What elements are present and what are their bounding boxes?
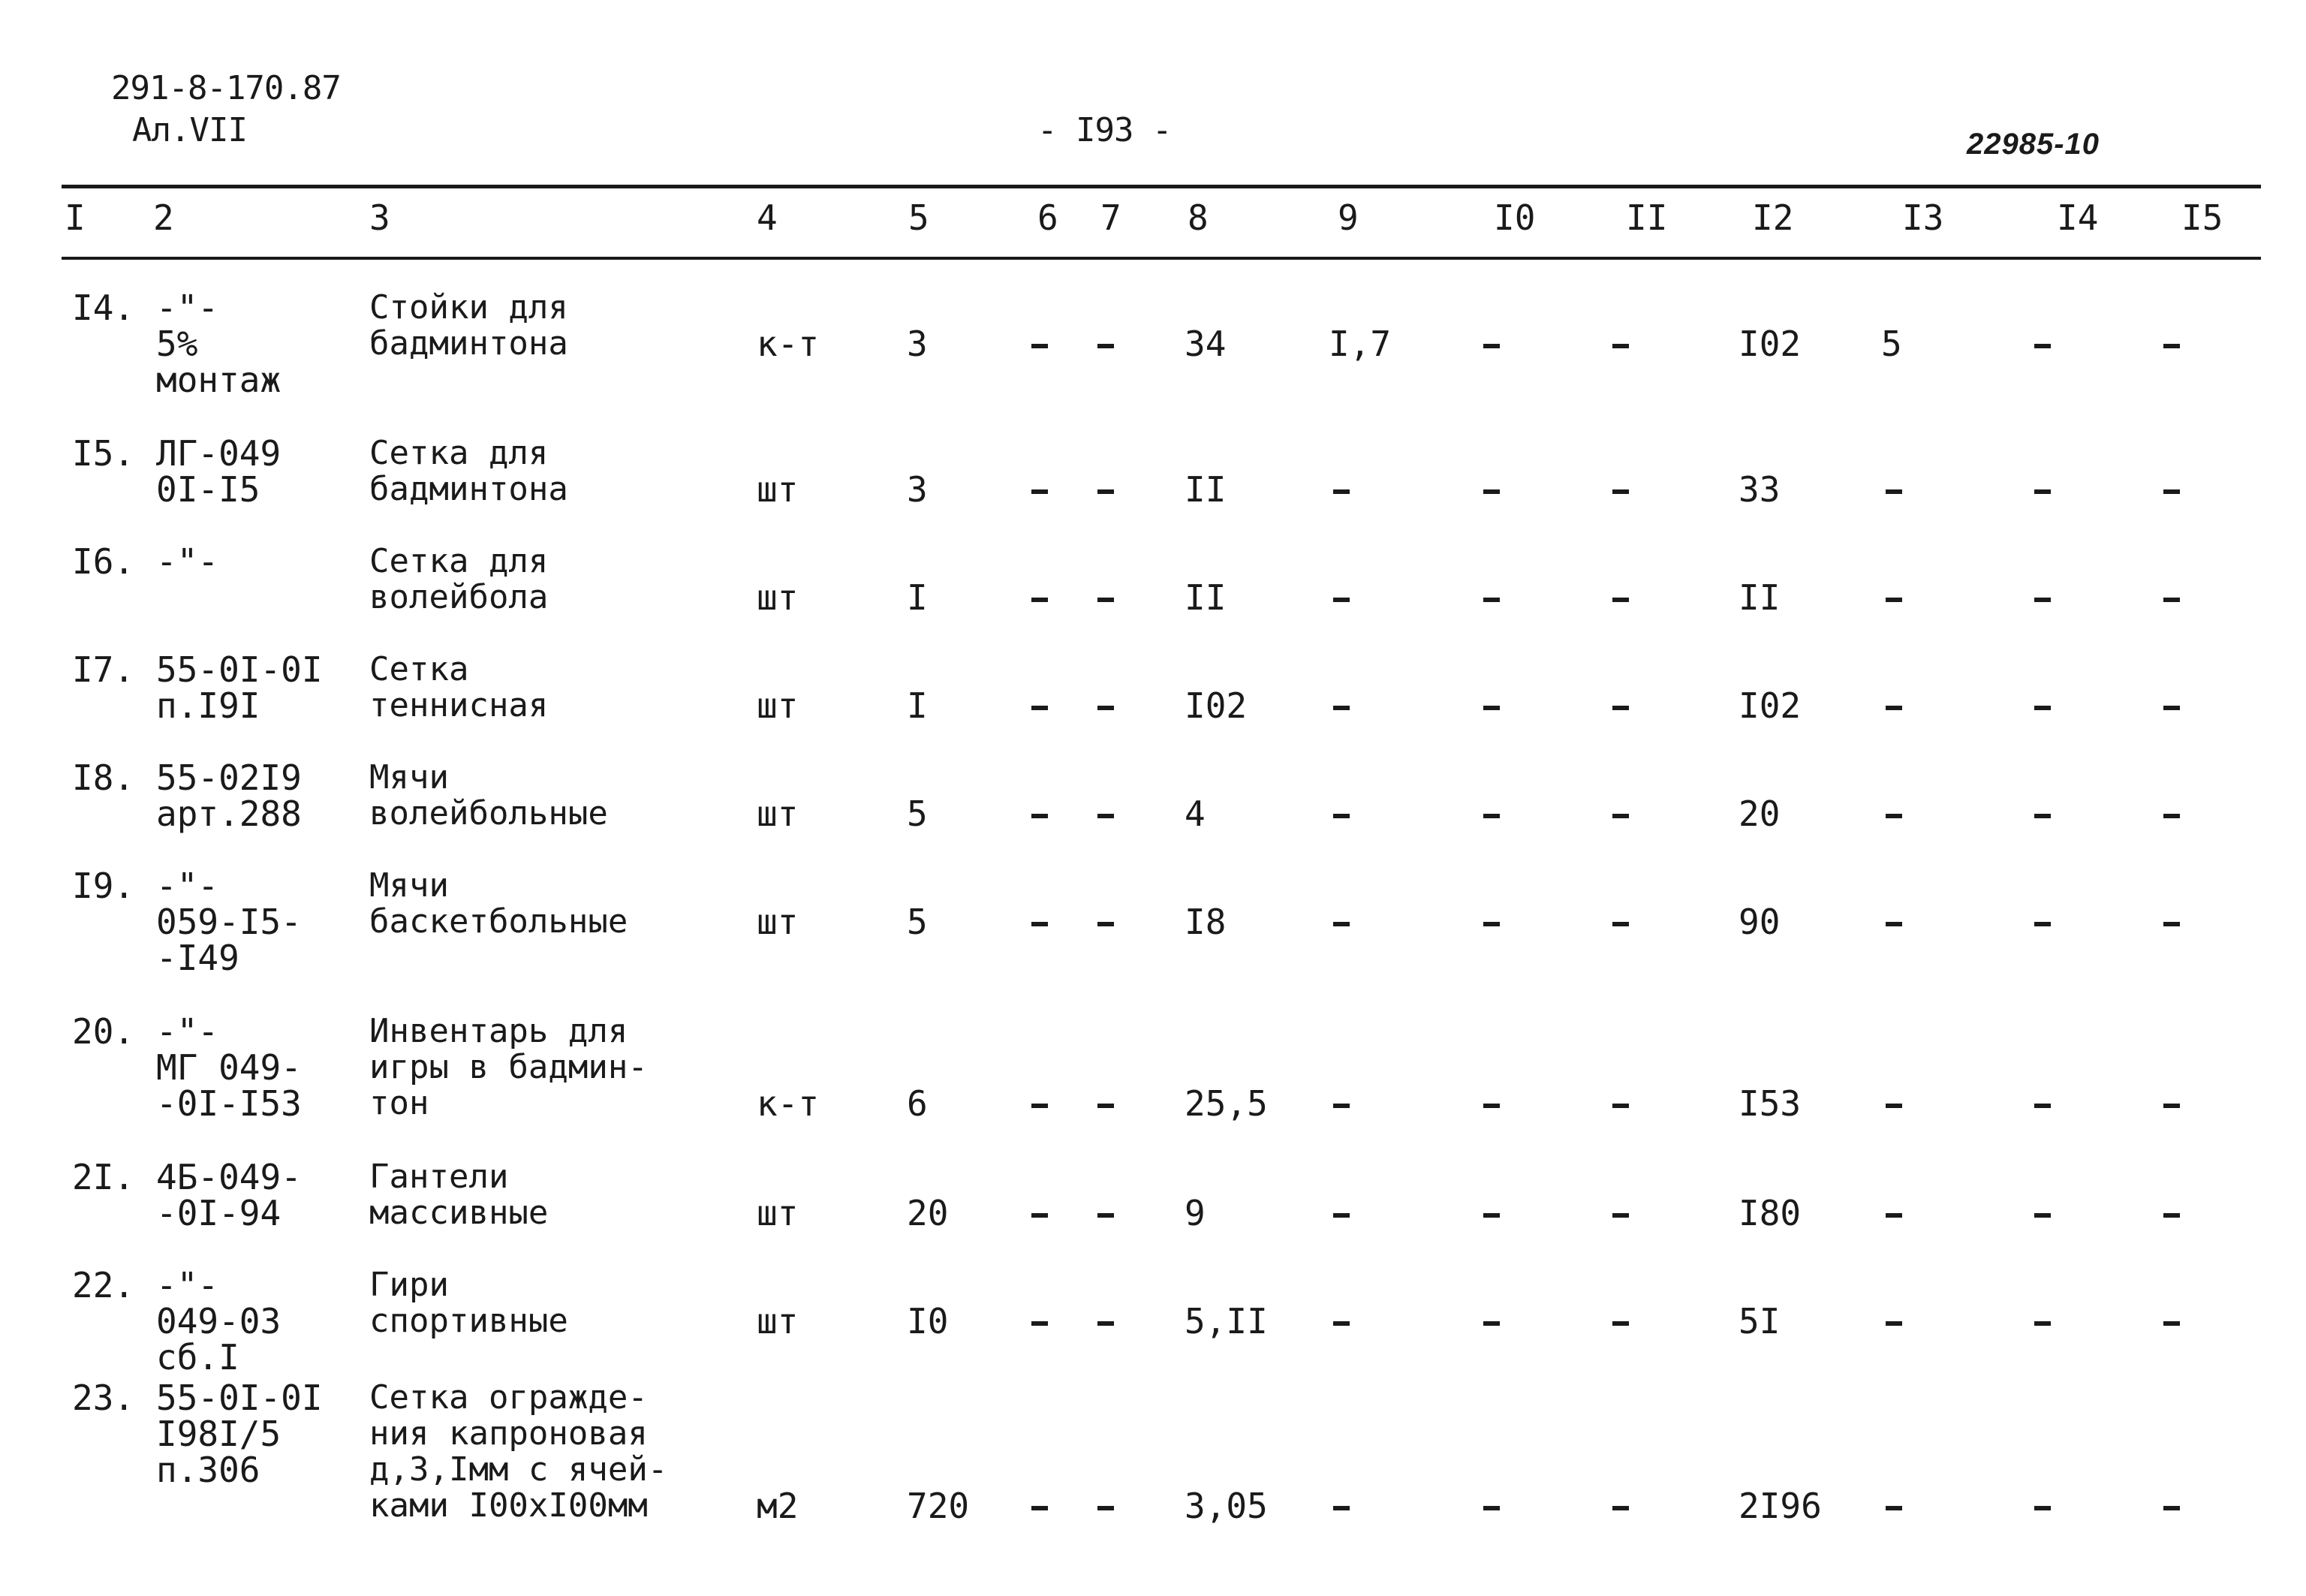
col11-cell (1612, 1488, 1633, 1524)
col8-cell: 34 (1185, 324, 1227, 364)
col11-cell (1612, 688, 1633, 724)
dash-mark (1612, 706, 1629, 710)
col8-cell: 4 (1185, 793, 1206, 834)
dash-mark (2034, 1321, 2051, 1326)
item-name: Стойки для бадминтона (369, 288, 568, 363)
column-number-5: 5 (908, 197, 929, 238)
unit-cell: шт (757, 1301, 799, 1342)
dash-mark (1333, 1506, 1350, 1510)
dash-mark (1097, 706, 1114, 710)
col13-cell (1886, 1303, 1907, 1339)
unit-cell: к-т (757, 1083, 820, 1124)
quantity-cell: 5 (907, 902, 928, 942)
dash-mark (1483, 922, 1500, 926)
item-name: Сетка теннисная (369, 650, 549, 724)
dash-mark (1031, 344, 1048, 348)
unit-cell: к-т (757, 324, 820, 364)
dash-mark (2163, 1506, 2180, 1510)
item-code: -"- (156, 541, 219, 582)
col13-cell (1886, 688, 1907, 724)
col15-cell (2163, 471, 2184, 507)
col13-cell (1886, 796, 1907, 832)
dash-mark (1886, 922, 1902, 926)
dash-mark (1612, 922, 1629, 926)
item-code: 55-0I-0I п.I9I (156, 649, 323, 726)
col14-cell (2034, 326, 2055, 362)
col6-cell (1031, 1303, 1052, 1339)
dash-mark (2034, 1213, 2051, 1218)
unit-cell: шт (757, 685, 799, 726)
item-name: Гантели массивные (369, 1158, 549, 1232)
dash-mark (2034, 706, 2051, 710)
col12-cell: I53 (1739, 1083, 1802, 1124)
dash-mark (1483, 598, 1500, 602)
dash-mark (2163, 1104, 2180, 1108)
dash-mark (1483, 1213, 1500, 1218)
dash-mark (1097, 1104, 1114, 1108)
dash-mark (1612, 344, 1629, 348)
dash-mark (2163, 344, 2180, 348)
col14-cell (2034, 688, 2055, 724)
column-number-10: I0 (1494, 197, 1536, 238)
col7-cell (1097, 1303, 1118, 1339)
col7-cell (1097, 904, 1118, 940)
dash-mark (1886, 1321, 1902, 1326)
col7-cell (1097, 471, 1118, 507)
unit-cell: шт (757, 1193, 799, 1233)
dash-mark (2163, 1321, 2180, 1326)
col10-cell (1483, 904, 1504, 940)
col6-cell (1031, 471, 1052, 507)
quantity-cell: I (907, 685, 928, 726)
col9-cell (1333, 1195, 1354, 1231)
col11-cell (1612, 1086, 1633, 1122)
col9-cell (1333, 580, 1354, 616)
col7-cell (1097, 1488, 1118, 1524)
col8-cell: 3,05 (1185, 1486, 1268, 1526)
col6-cell (1031, 688, 1052, 724)
quantity-cell: 720 (907, 1486, 970, 1526)
column-number-7: 7 (1100, 197, 1121, 238)
col8-cell: 9 (1185, 1193, 1206, 1233)
col6-cell (1031, 326, 1052, 362)
column-number-1: I (65, 197, 86, 238)
col12-cell: 20 (1739, 793, 1781, 834)
dash-mark (1612, 1104, 1629, 1108)
dash-mark (1886, 598, 1902, 602)
col10-cell (1483, 1195, 1504, 1231)
quantity-cell: I0 (907, 1301, 949, 1342)
row-number: I7. (72, 649, 135, 690)
dash-mark (1097, 344, 1114, 348)
dash-mark (1886, 814, 1902, 818)
col12-cell: 90 (1739, 902, 1781, 942)
row-number: 22. (72, 1265, 135, 1305)
dash-mark (1097, 489, 1114, 494)
col11-cell (1612, 1303, 1633, 1339)
column-number-12: I2 (1752, 197, 1794, 238)
dash-mark (1483, 1321, 1500, 1326)
dash-mark (2034, 814, 2051, 818)
dash-mark (1612, 1213, 1629, 1218)
col14-cell (2034, 1488, 2055, 1524)
row-number: 20. (72, 1011, 135, 1052)
col10-cell (1483, 688, 1504, 724)
column-number-9: 9 (1338, 197, 1359, 238)
item-name: Гири спортивные (369, 1266, 568, 1340)
col10-cell (1483, 1488, 1504, 1524)
document-code: 291-8-170.87 (111, 69, 341, 107)
dash-mark (1886, 489, 1902, 494)
row-number: 2I. (72, 1157, 135, 1197)
col12-cell: 2I96 (1739, 1486, 1822, 1526)
col14-cell (2034, 580, 2055, 616)
col8-cell: 5,II (1185, 1301, 1268, 1342)
item-code: 55-02I9 арт.288 (156, 757, 302, 834)
dash-mark (2163, 814, 2180, 818)
quantity-cell: 3 (907, 469, 928, 510)
col8-cell: I02 (1185, 685, 1248, 726)
row-number: I9. (72, 866, 135, 906)
dash-mark (1097, 1213, 1114, 1218)
item-code: 55-0I-0I I98I/5 п.306 (156, 1378, 323, 1490)
table-top-rule (62, 185, 2261, 188)
col12-cell: 33 (1739, 469, 1781, 510)
dash-mark (2163, 922, 2180, 926)
column-number-row (0, 199, 2306, 244)
dash-mark (1333, 1104, 1350, 1108)
col14-cell (2034, 1086, 2055, 1122)
col6-cell (1031, 1488, 1052, 1524)
col6-cell (1031, 1086, 1052, 1122)
col7-cell (1097, 580, 1118, 616)
dash-mark (1097, 922, 1114, 926)
item-name: Инвентарь для игры в бадмин- тон (369, 1012, 648, 1122)
item-code: -"- 049-03 сб.I (156, 1265, 281, 1378)
col8-cell: II (1185, 577, 1227, 618)
col13-cell (1886, 1195, 1907, 1231)
dash-mark (1483, 1104, 1500, 1108)
dash-mark (1886, 1506, 1902, 1510)
unit-cell: шт (757, 902, 799, 942)
quantity-cell: 20 (907, 1193, 949, 1233)
col15-cell (2163, 1086, 2184, 1122)
dash-mark (1031, 1213, 1048, 1218)
col10-cell (1483, 471, 1504, 507)
col10-cell (1483, 580, 1504, 616)
dash-mark (1097, 1321, 1114, 1326)
column-number-15: I5 (2181, 197, 2223, 238)
col6-cell (1031, 796, 1052, 832)
dash-mark (1612, 489, 1629, 494)
dash-mark (2163, 598, 2180, 602)
col14-cell (2034, 471, 2055, 507)
dash-mark (1333, 1213, 1350, 1218)
col11-cell (1612, 904, 1633, 940)
dash-mark (1031, 706, 1048, 710)
col15-cell (2163, 796, 2184, 832)
dash-mark (1097, 1506, 1114, 1510)
unit-cell: шт (757, 793, 799, 834)
col6-cell (1031, 580, 1052, 616)
dash-mark (2034, 1104, 2051, 1108)
dash-mark (2034, 1506, 2051, 1510)
dash-mark (1097, 814, 1114, 818)
col13-cell (1886, 580, 1907, 616)
col10-cell (1483, 796, 1504, 832)
col6-cell (1031, 1195, 1052, 1231)
col12-cell: I02 (1739, 685, 1802, 726)
item-code: -"- 059-I5- -I49 (156, 866, 302, 978)
column-number-11: II (1626, 197, 1668, 238)
dash-mark (1333, 1321, 1350, 1326)
column-number-8: 8 (1188, 197, 1209, 238)
col14-cell (2034, 904, 2055, 940)
dash-mark (1031, 922, 1048, 926)
col10-cell (1483, 1303, 1504, 1339)
col12-cell: II (1739, 577, 1781, 618)
col12-cell: I80 (1739, 1193, 1802, 1233)
column-number-4: 4 (757, 197, 778, 238)
dash-mark (2034, 489, 2051, 494)
col8-cell: I8 (1185, 902, 1227, 942)
col8-cell: 25,5 (1185, 1083, 1268, 1124)
col15-cell (2163, 904, 2184, 940)
col13-cell (1886, 904, 1907, 940)
col6-cell (1031, 904, 1052, 940)
quantity-cell: I (907, 577, 928, 618)
item-code: ЛГ-049 0I-I5 (156, 433, 281, 510)
dash-mark (1483, 706, 1500, 710)
dash-mark (1483, 344, 1500, 348)
dash-mark (1031, 598, 1048, 602)
col9-cell (1333, 796, 1354, 832)
col9-cell (1333, 1303, 1354, 1339)
column-number-6: 6 (1037, 197, 1058, 238)
col11-cell (1612, 796, 1633, 832)
row-number: 23. (72, 1378, 135, 1418)
quantity-cell: 6 (907, 1083, 928, 1124)
page-number: - I93 - (1037, 111, 1172, 149)
col9-cell: I,7 (1329, 324, 1392, 364)
col15-cell (2163, 1488, 2184, 1524)
dash-mark (2034, 598, 2051, 602)
col13-cell (1886, 1488, 1907, 1524)
item-code: 4Б-049- -0I-94 (156, 1157, 302, 1233)
col15-cell (2163, 688, 2184, 724)
dash-mark (2163, 706, 2180, 710)
col11-cell (1612, 326, 1633, 362)
col11-cell (1612, 580, 1633, 616)
item-code: -"- МГ 049- -0I-I53 (156, 1011, 302, 1124)
column-number-13: I3 (1902, 197, 1944, 238)
dash-mark (1097, 598, 1114, 602)
dash-mark (1886, 1213, 1902, 1218)
col9-cell (1333, 904, 1354, 940)
col7-cell (1097, 1195, 1118, 1231)
col12-cell: 5I (1739, 1301, 1781, 1342)
dash-mark (1333, 489, 1350, 494)
col7-cell (1097, 326, 1118, 362)
dash-mark (2163, 489, 2180, 494)
dash-mark (1612, 814, 1629, 818)
quantity-cell: 5 (907, 793, 928, 834)
col10-cell (1483, 1086, 1504, 1122)
table-header-rule (62, 257, 2261, 260)
row-number: I4. (72, 288, 135, 328)
col14-cell (2034, 796, 2055, 832)
col9-cell (1333, 1488, 1354, 1524)
item-name: Мячи баскетбольные (369, 866, 628, 941)
album-number: Ал.VII (132, 111, 247, 149)
dash-mark (1612, 1506, 1629, 1510)
col15-cell (2163, 1195, 2184, 1231)
dash-mark (2163, 1213, 2180, 1218)
column-number-3: 3 (369, 197, 390, 238)
col7-cell (1097, 1086, 1118, 1122)
col15-cell (2163, 326, 2184, 362)
col15-cell (2163, 580, 2184, 616)
dash-mark (1886, 1104, 1902, 1108)
dash-mark (1031, 489, 1048, 494)
col13-cell: 5 (1881, 324, 1902, 364)
col9-cell (1333, 688, 1354, 724)
col7-cell (1097, 688, 1118, 724)
item-name: Сетка огражде- ния капроновая д,3,Iмм с ячей- ками I00хI00мм (369, 1378, 668, 1525)
inventory-number: 22985-10 (1967, 128, 2100, 161)
row-number: I6. (72, 541, 135, 582)
dash-mark (1031, 1104, 1048, 1108)
col12-cell: I02 (1739, 324, 1802, 364)
dash-mark (1612, 1321, 1629, 1326)
dash-mark (1333, 706, 1350, 710)
dash-mark (1333, 814, 1350, 818)
col14-cell (2034, 1195, 2055, 1231)
dash-mark (1612, 598, 1629, 602)
row-number: I8. (72, 757, 135, 798)
item-name: Сетка для бадминтона (369, 434, 568, 508)
col13-cell (1886, 471, 1907, 507)
col8-cell: II (1185, 469, 1227, 510)
dash-mark (1483, 814, 1500, 818)
dash-mark (1333, 598, 1350, 602)
col13-cell (1886, 1086, 1907, 1122)
dash-mark (1031, 1321, 1048, 1326)
item-name: Сетка для волейбола (369, 542, 549, 616)
dash-mark (1031, 1506, 1048, 1510)
dash-mark (1031, 814, 1048, 818)
item-name: Мячи волейбольные (369, 758, 608, 833)
unit-cell: шт (757, 469, 799, 510)
col11-cell (1612, 1195, 1633, 1231)
col11-cell (1612, 471, 1633, 507)
dash-mark (2034, 922, 2051, 926)
column-number-14: I4 (2057, 197, 2099, 238)
item-code: -"- 5% монтаж (156, 288, 281, 400)
quantity-cell: 3 (907, 324, 928, 364)
dash-mark (1333, 922, 1350, 926)
dash-mark (1483, 489, 1500, 494)
col15-cell (2163, 1303, 2184, 1339)
unit-cell: шт (757, 577, 799, 618)
col10-cell (1483, 326, 1504, 362)
col9-cell (1333, 471, 1354, 507)
col7-cell (1097, 796, 1118, 832)
unit-cell: м2 (757, 1486, 799, 1526)
row-number: I5. (72, 433, 135, 474)
col14-cell (2034, 1303, 2055, 1339)
col9-cell (1333, 1086, 1354, 1122)
dash-mark (1483, 1506, 1500, 1510)
dash-mark (1886, 706, 1902, 710)
dash-mark (2034, 344, 2051, 348)
column-number-2: 2 (153, 197, 174, 238)
